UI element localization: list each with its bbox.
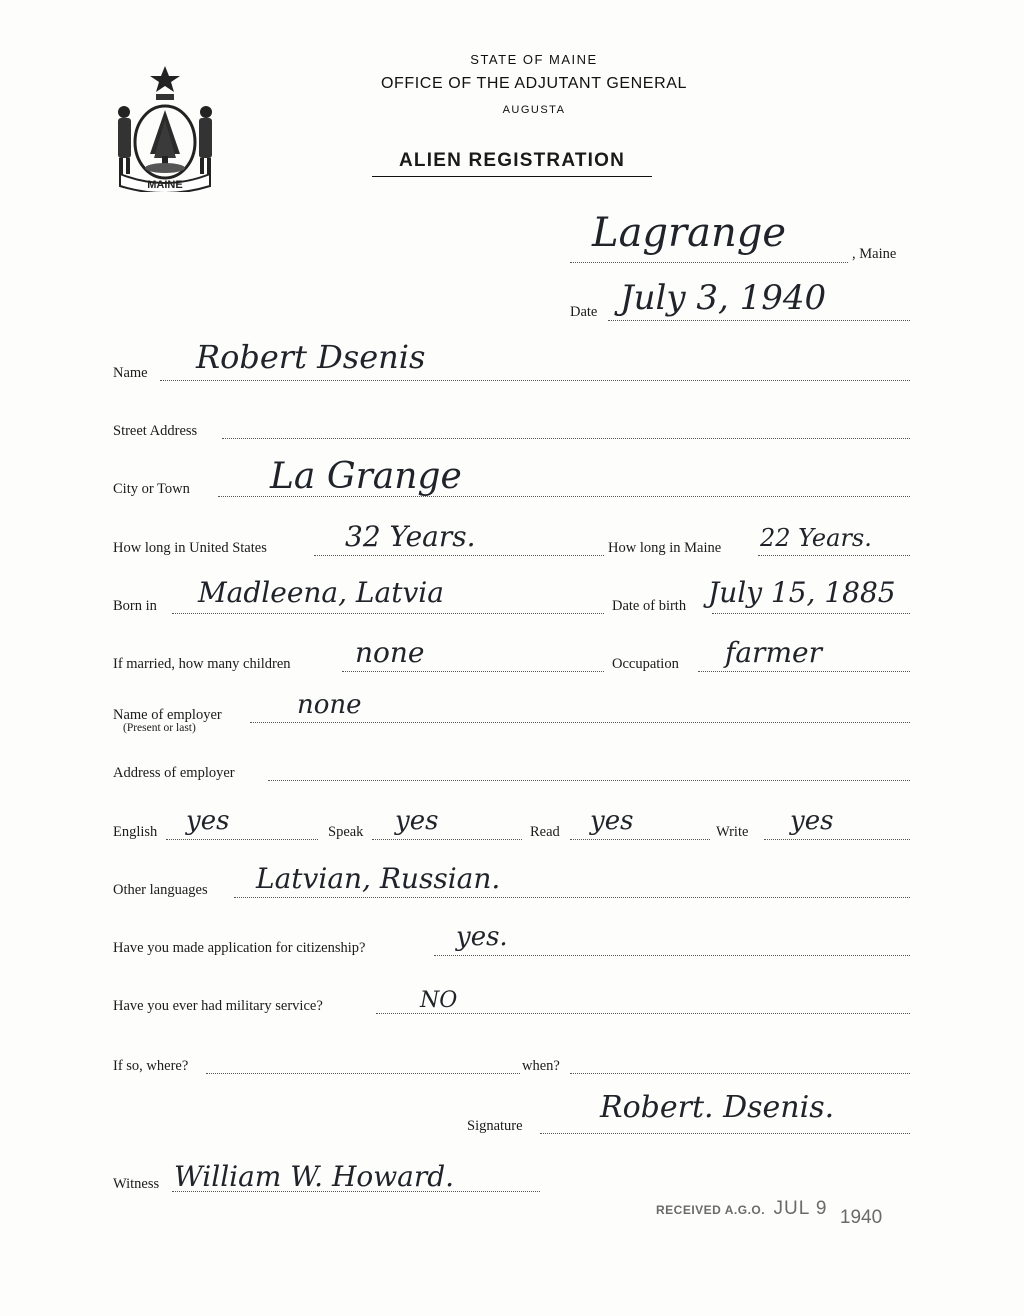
header-office: OFFICE OF THE ADJUTANT GENERAL [380,75,688,92]
witness-value: William W. Howard. [174,1160,455,1193]
maine-label: , Maine [852,246,897,262]
witness-label: Witness [113,1176,160,1192]
stamp-year: 1940 [839,1207,883,1228]
born-in-value: Madleena, Latvia [198,576,444,609]
military-value: NO [420,988,458,1013]
other-languages-label: Other languages [113,882,208,898]
signature-label: Signature [467,1118,523,1134]
date-of-birth-value: July 15, 1885 [708,576,896,609]
write-value: yes [790,806,834,836]
svg-text:MAINE: MAINE [147,179,183,191]
other-languages-value: Latvian, Russian. [256,862,501,895]
stamp-received: RECEIVED A.G.O. [656,1203,766,1217]
occupation-value: farmer [725,636,822,669]
speak-label: Speak [328,824,364,840]
stamp-date: JUL 9 [773,1198,828,1219]
speak-value: yes [395,806,439,836]
place-value: Lagrange [592,210,787,256]
how-long-us-value: 32 Years. [345,520,476,553]
children-value: none [355,636,425,669]
date-label: Date [570,304,598,320]
date-of-birth-label: Date of birth [612,598,687,614]
english-value: yes [186,806,230,836]
name-value: Robert Dsenis [196,338,426,376]
read-label: Read [530,824,560,840]
city-label: City or Town [113,481,190,497]
city-value: La Grange [270,456,462,497]
employer-name-label: Name of employer [113,707,222,723]
children-label: If married, how many children [113,656,291,672]
name-label: Name [113,365,148,381]
military-label: Have you ever had military service? [113,998,323,1014]
citizenship-value: yes. [456,922,508,952]
received-stamp [656,1198,883,1228]
born-in-label: Born in [113,598,157,614]
how-long-maine-label: How long in Maine [608,540,722,556]
employer-name-value: none [297,690,362,720]
how-long-us-label: How long in United States [113,540,267,556]
citizenship-label: Have you made application for citizenship? [113,940,366,956]
if-so-where-label: If so, where? [113,1058,189,1074]
read-value: yes [590,806,634,836]
write-label: Write [716,824,749,840]
how-long-maine-value: 22 Years. [760,524,872,552]
street-address-label: Street Address [113,423,198,439]
employer-address-label: Address of employer [113,765,235,781]
employer-note: (Present or last) [123,722,196,734]
occupation-label: Occupation [612,656,679,672]
date-value: July 3, 1940 [620,278,827,318]
header-state: STATE OF MAINE [470,52,598,67]
form-title: ALIEN REGISTRATION [372,150,652,177]
english-label: English [113,824,158,840]
header-city: AUGUSTA [502,104,566,116]
when-label: when? [522,1058,560,1074]
signature-value: Robert. Dsenis. [600,1090,835,1125]
